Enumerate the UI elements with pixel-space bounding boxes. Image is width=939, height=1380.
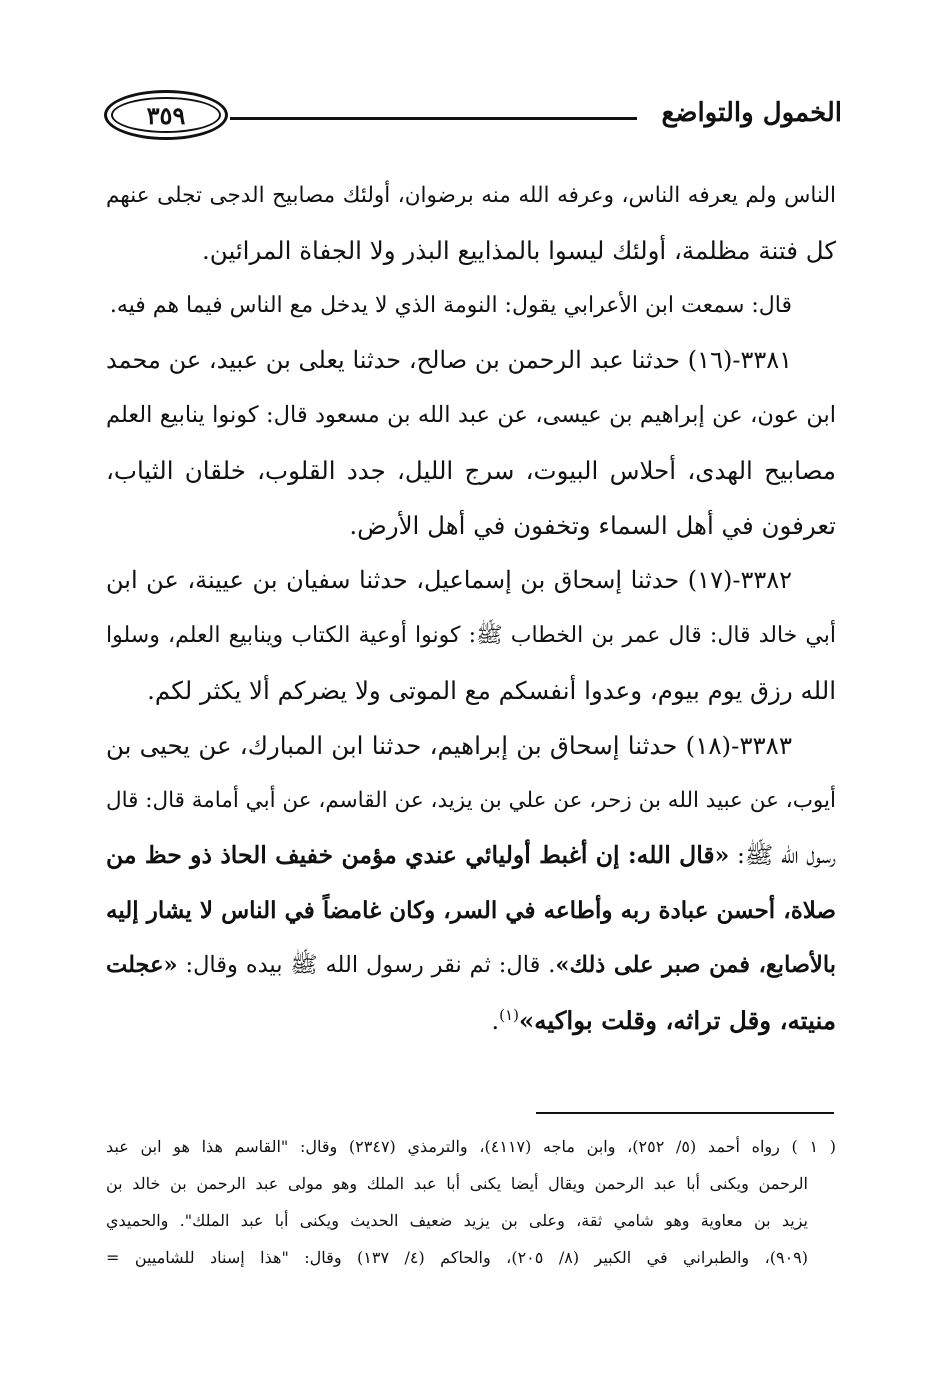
footnote-line: (٩٠٩)، والطبراني في الكبير (٨/ ٢٠٥)، والحاكم (٤/ ١٣٧) وقال: "هذا إسناد للشاميين = xyxy=(106,1248,809,1267)
text-line: ابن عون، عن إبراهيم بن عيسى، عن عبد الله بن مسعود قال: كونوا ينابيع العلم xyxy=(106,402,836,428)
quote-text: «قال الله: إن أغبط أوليائي عندي مؤمن خفيف الحاذ ذو حظ من xyxy=(106,841,730,869)
footnote-line: الرحمن ويكنى أبا عبد الرحمن ويقال أيضا يكنى أبا عبد الملك وهو مولى عبد الرحمن بن خالد بن xyxy=(106,1174,809,1193)
footnote-line: يزيد بن معاوية وهو شامي ثقة، وعلى بن يزيد ضعيف الحديث ويكنى أبا عبد الملك". والحميدي xyxy=(106,1211,808,1230)
page-number-oval xyxy=(104,90,228,140)
plain-text: . xyxy=(491,1006,500,1035)
text-line: الله رزق يوم بيوم، وعدوا أنفسكم مع الموتى ولا يضركم ألا يكثر لكم. xyxy=(147,676,836,705)
quote-text: «عجلت xyxy=(106,952,178,978)
text-line xyxy=(106,938,836,993)
quote-text: صلاة، أحسن عبادة ربه وأطاعه في السر، وكان غامضاً في الناس لا يشار إليه xyxy=(106,897,836,924)
main-text xyxy=(106,168,836,1048)
footnotes xyxy=(106,1128,836,1276)
text-line: مصابيح الهدى، أحلاس البيوت، سرج الليل، جدد القلوب، خلقان الثياب، xyxy=(106,456,836,485)
hadith-3382-heading: ٣٣٨٢-(١٧) حدثنا إسحاق بن إسماعيل، حدثنا سفيان بن عيينة، عن ابن xyxy=(106,566,792,594)
text-line: أيوب، عن عبيد الله بن زحر، عن علي بن يزيد، عن القاسم، عن أبي أمامة قال: قال xyxy=(105,788,836,813)
hadith-3381-heading: ٣٣٨١-(١٦) حدثنا عبد الرحمن بن صالح، حدثنا يعلى بن عبيد، عن محمد xyxy=(106,346,792,374)
text-line: تعرفون في أهل السماء وتخفون في أهل الأرض. xyxy=(349,511,836,540)
plain-text: . قال: ثم نقر رسول الله ﷺ بيده وقال: xyxy=(177,952,556,978)
quote-text: بالأصابع، فمن صبر على ذلك» xyxy=(555,952,836,978)
text-line: أبي خالد قال: قال عمر بن الخطاب ﷺ: كونوا أوعية الكتاب وينابيع العلم، وسلوا xyxy=(106,623,836,648)
text-line: قال: سمعت ابن الأعرابي يقول: النومة الذي لا يدخل مع الناس فيما هم فيه. xyxy=(109,293,792,318)
text-line xyxy=(106,828,836,883)
footnote-separator xyxy=(536,1112,834,1114)
text-line xyxy=(106,993,836,1048)
footnote-reference: (١) xyxy=(499,1005,519,1024)
footnote-line: ( ١ ) رواه أحمد (٥/ ٢٥٢)، وابن ماجه (٤١١٧)، والترمذي (٢٣٤٧) وقال: "القاسم هذا هو ابن عبد xyxy=(106,1137,837,1156)
hadith-3383-heading: ٣٣٨٣-(١٨) حدثنا إسحاق بن إبراهيم، حدثنا ابن المبارك، عن يحيى بن xyxy=(106,731,792,760)
page-header xyxy=(100,88,842,148)
plain-text: رسول الله ﷺ: xyxy=(729,841,836,869)
text-line: كل فتنة مظلمة، أولئك ليسوا بالمذاييع البذر ولا الجفاة المرائين. xyxy=(202,236,836,265)
header-rule xyxy=(230,117,637,120)
text-line: الناس ولم يعرفه الناس، وعرفه الله منه برضوان، أولئك مصابيح الدجى تجلى عنهم xyxy=(106,183,836,208)
running-title: الخمول والتواضع xyxy=(661,98,842,128)
text-line xyxy=(106,883,836,938)
page-number: ٣٥٩ xyxy=(146,101,186,130)
quote-text: منيته، وقل تراثه، وقلت بواكيه» xyxy=(518,1006,836,1035)
